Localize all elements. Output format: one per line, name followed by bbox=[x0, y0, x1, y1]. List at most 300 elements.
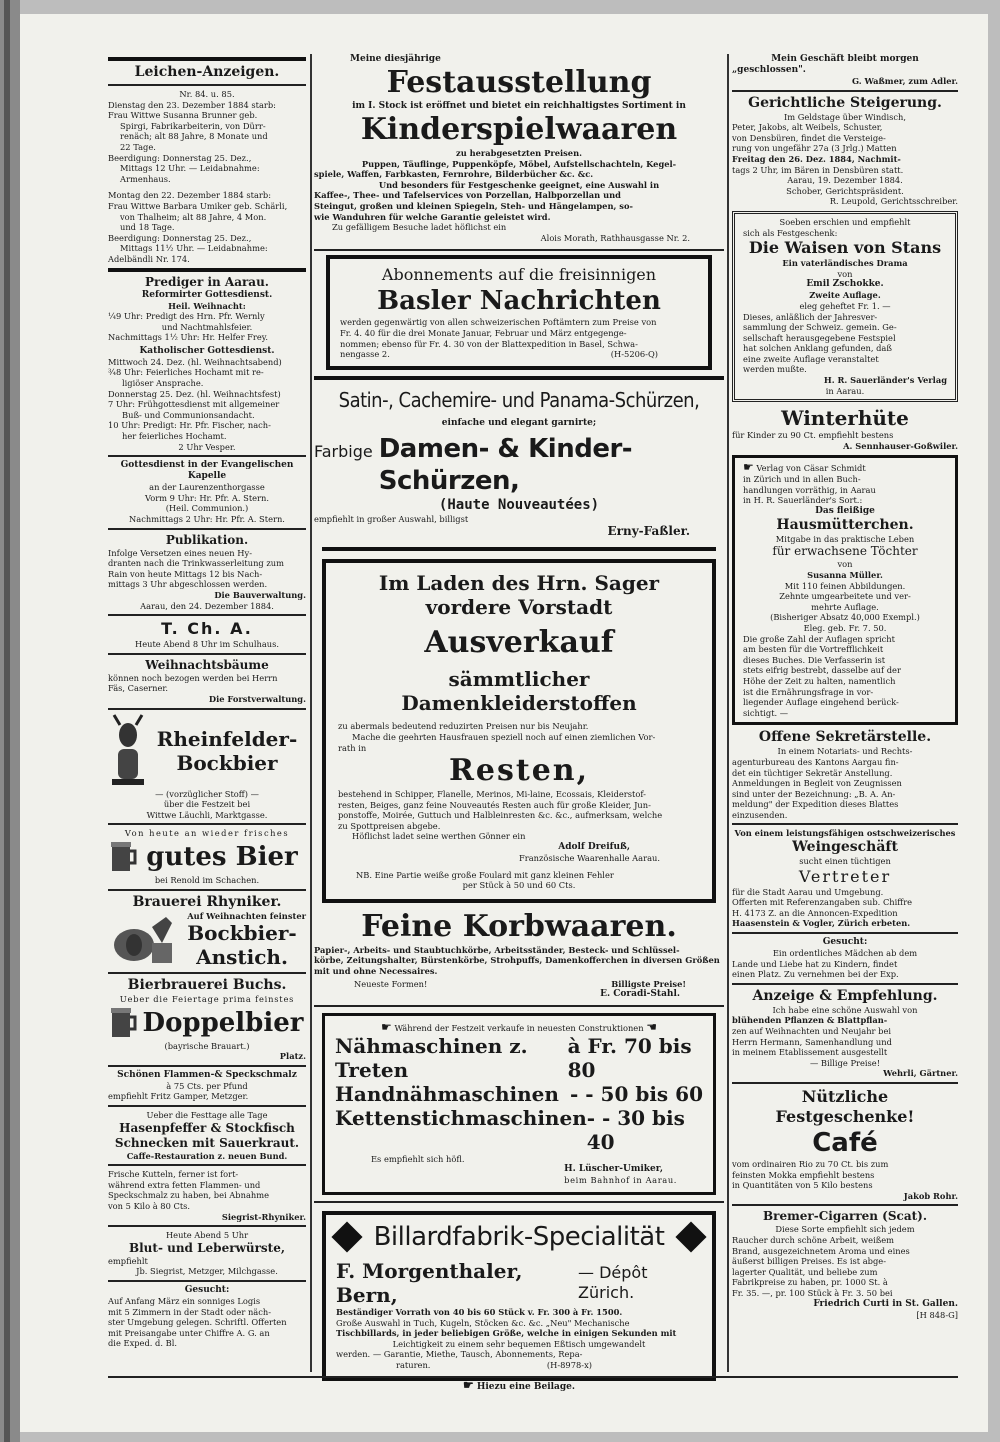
doppelbier-ad bbox=[108, 1005, 306, 1041]
rhein-line: — (vorzüglicher Stoff) — bbox=[155, 788, 259, 799]
bremer-line: Fabrikpreise zu haben, pr. 1000 St. à bbox=[732, 1277, 888, 1288]
billard-line: Beständiger Vorrath von 40 bis 60 Stück v. Fr. 300 à Fr. 1500. bbox=[336, 1307, 623, 1317]
divider bbox=[732, 90, 958, 92]
haus-line: liegender Auflage eingehend berück- bbox=[743, 697, 899, 708]
satin-title: Satin-, Cachemire- und Panama-Schürzen, bbox=[338, 387, 700, 412]
divider bbox=[732, 983, 958, 985]
wein-pre: Von einem leistungsfähigen ostschweizerisches bbox=[734, 828, 956, 839]
zschokke: Emil Zschokke. bbox=[806, 279, 884, 290]
gericht-line: Peter, Jakobs, alt Weibels, Schuster, bbox=[732, 122, 883, 133]
hand-pointer-right-icon: ☛ bbox=[462, 1378, 474, 1392]
kath-title: Katholischer Gottesdienst. bbox=[139, 345, 275, 356]
leichen-line: Spirgi, Fabrikarbeiterin, von Dürr- bbox=[120, 120, 266, 131]
rhein-line: über die Festzeit bei bbox=[163, 799, 251, 810]
erny-fassler: Erny-Faßler. bbox=[607, 524, 690, 539]
publik-line: Infolge Versetzen eines neuen Hy- bbox=[108, 547, 252, 558]
abo-body bbox=[340, 317, 698, 359]
sekr-body bbox=[732, 746, 958, 820]
billard-box bbox=[322, 1211, 716, 1381]
gericht-title: Gerichtliche Steigerung. bbox=[748, 94, 942, 111]
haus-line: am besten für die Vortrefflichkeit bbox=[743, 644, 884, 655]
haus-line: Höhe der Zeit zu halten, namentlich bbox=[743, 675, 896, 686]
publik-line: dranten nach die Trinkwasserleitung zum bbox=[108, 558, 284, 569]
page-edge-left bbox=[0, 0, 20, 1442]
nuetzliche-title: Nützliche Festgeschenke! bbox=[775, 1086, 915, 1126]
buchs-sub: Ueber die Feiertage prima feinstes bbox=[119, 994, 295, 1005]
gericht-line: Im Geldstage über Windisch, bbox=[783, 111, 907, 122]
fest-pre: Meine diesjährige bbox=[350, 54, 441, 64]
waisen-line: hat solchen Anklang gefunden, daß bbox=[743, 343, 892, 354]
kinder-line: wie Wanduhren für welche Garantie geleistet wird. bbox=[314, 211, 551, 222]
coradi-stahl: E. Coradi-Stahl. bbox=[600, 989, 680, 1000]
laden-title: Im Laden des Hrn. Sager vordere Vorstadt bbox=[378, 571, 660, 620]
gericht-line: Schober, Gerichtspräsident. bbox=[786, 185, 904, 196]
bau-date: Aarau, den 24. Dezember 1884. bbox=[140, 600, 274, 611]
cafe-line: feinsten Mokka empfiehlt bestens bbox=[732, 1169, 875, 1180]
anzeige-line: — Billige Preise! bbox=[809, 1057, 881, 1068]
wassmer: G. Waßmer, zum Adler. bbox=[851, 76, 958, 86]
footer-beilage bbox=[314, 1380, 724, 1393]
leichen-body bbox=[108, 100, 306, 265]
rheinfelder-title: Rheinfelder- bbox=[156, 726, 298, 751]
evang-line: (Heil. Communion.) bbox=[165, 503, 249, 514]
gericht-body bbox=[732, 112, 958, 207]
gericht-line: rung von ungefähr 27a (3 Jrlg.) Matten bbox=[732, 143, 897, 154]
leichen-nr: Nr. 84. u. 85. bbox=[179, 89, 235, 99]
footer-rule bbox=[108, 1376, 958, 1378]
tch-line: Heute Abend 8 Uhr im Schulhaus. bbox=[134, 639, 280, 650]
waisen-von: von bbox=[837, 268, 853, 279]
resten-line: resten, Beiges, ganz feine Nouveautés Resten auch für große Kleider, Jun- bbox=[338, 799, 651, 810]
bremer-line: Raucher durch schöne Arbeit, weißem bbox=[732, 1234, 895, 1245]
flammen-body bbox=[108, 1081, 306, 1102]
wassmer-line: Mein Geschäft bleibt morgen bbox=[771, 54, 919, 64]
winterhuete-title: Winterhüte bbox=[781, 406, 909, 431]
divider bbox=[732, 1204, 958, 1206]
divider bbox=[108, 653, 306, 655]
haus-line: ist die Ernährungsfrage in vor- bbox=[743, 686, 874, 697]
heil-weihnacht: Heil. Weihnacht: bbox=[168, 300, 246, 311]
rheinfelder-ad bbox=[108, 713, 306, 789]
gericht-line: R. Leupold, Gerichtsschreiber. bbox=[829, 196, 958, 207]
kutteln-line: Frische Kutteln, ferner ist fort- bbox=[108, 1169, 239, 1180]
kinder-body bbox=[314, 159, 724, 223]
neueste-formen: Neueste Formen! bbox=[354, 978, 428, 989]
divider bbox=[108, 1280, 306, 1282]
wehrli: Wehrli, Gärtner. bbox=[883, 1068, 958, 1079]
hand-pointer-left-icon: ☚ bbox=[646, 1020, 657, 1035]
vertreter-title: Vertreter bbox=[798, 866, 892, 886]
rhein-line: Wittwe Läuchli, Marktgasse. bbox=[146, 809, 268, 820]
waisen-title: Die Waisen von Stans bbox=[748, 238, 942, 258]
naeh-name: Kettenstichmaschinen bbox=[335, 1105, 587, 1130]
damen-schuerzen: Damen- & Kinder-Schürzen, bbox=[378, 433, 633, 496]
leichen-line: Adelbändli Nr. 174. bbox=[108, 253, 190, 264]
rhyniker-anstich: Anstich. bbox=[196, 945, 288, 970]
saemmtlicher-title: sämmtlicher Damenkleiderstoffen bbox=[401, 667, 637, 716]
weihn-body bbox=[108, 673, 306, 694]
einfache: einfache und elegant garnirte; bbox=[441, 417, 597, 428]
column-left bbox=[108, 54, 306, 1349]
billard-header bbox=[336, 1221, 702, 1253]
depot-zuerich: — Dépôt Zürich. bbox=[578, 1263, 648, 1302]
evang-line: Vorm 9 Uhr: Hr. Pfr. A. Stern. bbox=[144, 492, 270, 503]
evang-title: Gottesdienst in der Evangelischen Kapelle bbox=[120, 460, 294, 482]
beilage-text: Hiezu eine Beilage. bbox=[476, 1382, 576, 1392]
billard-code: (H-8978-x) bbox=[546, 1359, 592, 1370]
divider bbox=[108, 614, 306, 616]
forstverwaltung: Die Forstverwaltung. bbox=[208, 693, 306, 704]
abo-line bbox=[340, 349, 698, 360]
siegrist-rhyniker: Siegrist-Rhyniker. bbox=[221, 1211, 306, 1222]
kutteln-body bbox=[108, 1169, 306, 1211]
naeh-price: - - 30 bis 40 bbox=[586, 1105, 685, 1154]
billard-line: Leichtigkeit zu einem sehr bequemen Eßtisch umgewandelt bbox=[392, 1338, 646, 1349]
weihn-line: können noch bezogen werden bei Herrn bbox=[108, 672, 278, 683]
resten-line: bestehend in Schipper, Flanelle, Merinos, Mi-laine, Ecossais, Kleiderstof- bbox=[338, 789, 646, 800]
gericht-line: tags 2 Uhr, im Bären in Densbüren statt. bbox=[732, 164, 904, 175]
page-spine-shadow bbox=[4, 0, 10, 1442]
kath-line: Buß- und Communionsandacht. bbox=[122, 409, 255, 420]
naeh-row bbox=[335, 1082, 703, 1106]
schmidt-line: in H. R. Sauerländer's Sort.: bbox=[743, 495, 863, 506]
publik-title: Publikation. bbox=[165, 532, 249, 547]
abo-code: (H-5206-Q) bbox=[610, 349, 658, 360]
kath-body bbox=[108, 357, 306, 452]
korb-footer bbox=[314, 977, 724, 990]
leichen-line: von Thalheim; alt 88 Jahre, 4 Mon. bbox=[120, 211, 267, 222]
blut-line: Jb. Siegrist, Metzger, Milchgasse. bbox=[136, 1266, 278, 1277]
leichen-line: Dienstag den 23. Dezember 1884 starb: bbox=[108, 99, 276, 110]
waisen-line: werden mußte. bbox=[743, 364, 807, 375]
anzeige-line: Ich habe eine schöne Auswahl von bbox=[772, 1004, 918, 1015]
publik-line: Rain von heute Mittags 12 bis Nach- bbox=[108, 568, 263, 579]
bahnhof: beim Bahnhof in Aarau. bbox=[564, 1175, 677, 1186]
festgeschenk: sich als Festgeschenk: bbox=[743, 227, 838, 238]
divider bbox=[108, 1105, 306, 1107]
buchs-title: Bierbrauerei Buchs. bbox=[127, 977, 287, 994]
kath-line: 2 Uhr Vesper. bbox=[178, 441, 236, 452]
billard-line bbox=[336, 1360, 702, 1371]
leichen-line: Beerdigung: Donnerstag 25. Dez., bbox=[108, 232, 252, 243]
bayrisch: (bayrische Brauart.) bbox=[164, 1040, 250, 1051]
haus-line: (Bisheriger Absatz 40,000 Exempl.) bbox=[770, 612, 920, 623]
aus-line: rath in bbox=[338, 742, 367, 753]
kutteln-line: von 5 Kilo à 80 Cts. bbox=[108, 1201, 191, 1212]
nb-line: per Stück à 50 und 60 Cts. bbox=[462, 880, 576, 891]
schuerzen-row bbox=[314, 433, 724, 497]
weihnachtsbaeume-title: Weihnachtsbäume bbox=[145, 657, 269, 672]
warenhalle: Französische Waarenhalle Aarau. bbox=[519, 853, 660, 864]
abo-title: Abonnements auf die freisinnigen bbox=[381, 265, 657, 285]
divider bbox=[108, 1065, 306, 1067]
billard-body bbox=[336, 1307, 702, 1371]
evang-line: an der Laurenzenthorgasse bbox=[149, 482, 265, 493]
column-middle bbox=[314, 54, 724, 1381]
haus-line: Eleg. geb. Fr. 7. 50. bbox=[803, 622, 887, 633]
ref-line: und Nachtmahlsfeier. bbox=[161, 321, 253, 332]
rhyniker-ad bbox=[108, 911, 306, 970]
beer-mug-illustration bbox=[108, 839, 138, 875]
leichen-line: 22 Tage. bbox=[120, 141, 156, 152]
sennhauser: A. Sennhauser-Goßwiler. bbox=[843, 440, 958, 451]
prediger-title: Prediger in Aarau. bbox=[144, 274, 269, 289]
waisen-box bbox=[732, 211, 958, 402]
divider bbox=[108, 528, 306, 530]
billige-preise: Billigste Preise! bbox=[611, 978, 686, 989]
sekr-line: Anmeldungen in Begleit von Zeugnissen bbox=[732, 778, 902, 789]
hausmuetterchen-title: Hausmütterchen. bbox=[776, 516, 914, 533]
gesucht-line: ster Umgebung gelegen. Schriftl. Offerten bbox=[108, 1317, 287, 1328]
evang-body bbox=[108, 482, 306, 524]
ausverkauf-box bbox=[322, 559, 716, 903]
haus-body bbox=[743, 581, 947, 719]
kinder-line: Kaffee-, Thee- und Tafelservices von Porzellan, Halbporzellan und bbox=[314, 190, 621, 201]
hand-pointer-right-icon: ☛ bbox=[743, 460, 754, 475]
kath-line: her feierliches Hochamt. bbox=[122, 431, 227, 442]
sekr-line: einzusenden. bbox=[732, 809, 788, 820]
evang-line: Nachmittags 2 Uhr: Hr. Pfr. A. Stern. bbox=[129, 514, 285, 524]
haus-line: Zehnte umgearbeitete und ver- bbox=[779, 591, 911, 602]
divider bbox=[314, 1201, 724, 1203]
tch-title: T. Ch. A. bbox=[161, 619, 253, 639]
flammen-line: empfiehlt Fritz Gamper, Metzger. bbox=[108, 1091, 249, 1102]
wassmer-line: „geschlossen". bbox=[732, 65, 806, 75]
fest-line: im I. Stock ist eröffnet und bietet ein reichhaltigstes Sortiment in bbox=[352, 101, 686, 111]
leichen-line: Frau Wittwe Barbara Umiker geb. Schärli, bbox=[108, 200, 288, 211]
caffe-restauration: Caffe-Restauration z. neuen Bund. bbox=[126, 1150, 288, 1161]
cafe-body bbox=[732, 1159, 958, 1191]
anzeige-line: zen auf Weihnachten und Neujahr bei bbox=[732, 1026, 892, 1036]
divider bbox=[108, 708, 306, 710]
waisen-line: sellschaft herausgegebene Festspiel bbox=[743, 332, 896, 343]
blut-body bbox=[108, 1256, 306, 1277]
haus-line: Die große Zahl der Auflagen spricht bbox=[743, 633, 895, 644]
gesucht2-line: einen Platz. Zu vernehmen bei der Exp. bbox=[732, 969, 899, 980]
sekr-line: sind unter der Bezeichnung: „B. A. An- bbox=[732, 788, 896, 799]
curti: Friedrich Curti in St. Gallen. bbox=[813, 1298, 958, 1309]
gericht-line: Freitag den 26. Dez. 1884, Nachmit- bbox=[732, 153, 901, 164]
billard-title: Billardfabrik-Specialität bbox=[373, 1222, 665, 1252]
gesucht-title: Gesucht: bbox=[184, 1285, 230, 1295]
haus-line: Mit 110 feinen Abbildungen. bbox=[784, 580, 906, 591]
sekr-line: agenturbureau des Kantons Aargau fin- bbox=[732, 756, 899, 767]
blut-pre: Heute Abend 5 Uhr bbox=[165, 1230, 249, 1241]
blut-title: Blut- und Leberwürste, bbox=[128, 1240, 286, 1255]
gesucht-line: Auf Anfang März ein sonniges Logis bbox=[108, 1296, 261, 1306]
sekr-line: meldung" der Expedition dieses Blattes bbox=[732, 799, 899, 810]
naeh-pre-row bbox=[335, 1022, 703, 1034]
kath-line: ¾8 Uhr: Feierliches Hochamt mit re- bbox=[108, 367, 264, 378]
leichen-line: und 18 Tage. bbox=[120, 222, 175, 233]
luescher: H. Lüscher-Umiker, bbox=[564, 1164, 663, 1175]
leichen-line: Montag den 22. Dezember 1884 starb: bbox=[108, 190, 271, 201]
divider bbox=[108, 57, 306, 61]
rhein-body bbox=[108, 789, 306, 821]
aus-line: Mache die geehrten Hausfrauen speziell noch auf einen ziemlichen Vor- bbox=[352, 731, 656, 742]
publik-line: mittags 3 Uhr abgeschlossen werden. bbox=[108, 579, 268, 590]
nb-body bbox=[338, 870, 700, 891]
column-right bbox=[732, 54, 958, 1320]
naeh-row bbox=[335, 1106, 703, 1154]
toechter: für erwachsene Töchter bbox=[772, 544, 918, 559]
kinder-line: Puppen, Täuflinge, Puppenköpfe, Möbel, Aufstellschachteln, Kegel- bbox=[361, 158, 677, 169]
vert-line: für die Stadt Aarau und Umgebung. bbox=[732, 886, 884, 897]
schmidt-line bbox=[743, 462, 947, 474]
rhyniker-bockbier: Bockbier- bbox=[187, 921, 297, 946]
gesucht2-title: Gesucht: bbox=[822, 937, 868, 948]
leichen-line: Mittags 11½ Uhr. — Leidabnahme: bbox=[120, 243, 268, 254]
divider bbox=[108, 823, 306, 825]
abo-line: werden gegenwärtig von allen schweizerischen Poftämtern zum Preise von bbox=[340, 317, 657, 328]
naeh-name: Nähmaschinen z. Treten bbox=[335, 1033, 528, 1082]
divider bbox=[108, 455, 306, 457]
blut-line: empfiehlt bbox=[108, 1255, 148, 1266]
hasen-pre: Ueber die Festtage alle Tage bbox=[146, 1110, 268, 1121]
kinder-line: spiele, Waffen, Farbkasten, Fernrohre, Bilderbücher &c. &c. bbox=[314, 169, 594, 180]
kinderspielwaaren-title: Kinderspielwaaren bbox=[360, 112, 678, 147]
hand-pointer-right-icon: ☛ bbox=[381, 1020, 392, 1035]
divider bbox=[732, 1082, 958, 1084]
vert-line: Haasenstein & Vogler, Zürich erbeten. bbox=[732, 918, 911, 929]
divider bbox=[108, 84, 306, 86]
abo-line-end: nengasse 2. bbox=[340, 349, 390, 360]
ref-line: ¼9 Uhr: Predigt des Hrn. Pfr. Wernly bbox=[108, 311, 265, 322]
hasen-sub: Schnecken mit Sauerkraut. bbox=[114, 1135, 300, 1150]
waisen-line: Dieses, anläßlich der Jahresver- bbox=[743, 311, 878, 322]
besuche: Zu gefälligem Besuche ladet höflichst ein bbox=[332, 222, 507, 233]
zweite-auflage: Zweite Auflage. bbox=[809, 290, 881, 301]
divider bbox=[108, 972, 306, 974]
schmidt-line: handlungen vorräthig, in Aarau bbox=[743, 484, 876, 495]
gericht-line: von Densbüren, findet die Versteige- bbox=[732, 132, 886, 143]
leichen-line: Beerdigung: Donnerstag 25. Dez., bbox=[108, 152, 252, 163]
gutes-bier-ad bbox=[108, 839, 306, 875]
mitgabe: Mitgabe in das praktische Leben bbox=[775, 533, 915, 544]
basler-title: Basler Nachrichten bbox=[377, 286, 661, 317]
naeh-row bbox=[335, 1034, 703, 1082]
leichen-line: Armenhaus. bbox=[120, 173, 171, 184]
ref-title: Reformirter Gottesdienst. bbox=[141, 289, 273, 300]
susanna-von: von bbox=[837, 559, 853, 570]
ausverkauf-title: Ausverkauf bbox=[424, 625, 614, 661]
haute-nouveautees: (Haute Nouveautées) bbox=[438, 496, 600, 513]
waisen-line: eleg geheftet Fr. 1. — bbox=[799, 300, 891, 311]
gesucht2-body bbox=[732, 948, 958, 980]
sekr-line: In einem Notariats- und Rechts- bbox=[777, 746, 913, 757]
resten-line: zu Spottpreisen abgebe. bbox=[338, 820, 441, 831]
morgenthaler: F. Morgenthaler, Bern, bbox=[336, 1259, 523, 1307]
platz: Platz. bbox=[279, 1051, 306, 1062]
sekr-line: det ein tüchtiger Sekretär Anstellung. bbox=[732, 767, 893, 778]
divider bbox=[108, 268, 306, 272]
naehmaschinen-box bbox=[322, 1013, 716, 1195]
anzeige-body bbox=[732, 1005, 958, 1069]
divider bbox=[732, 823, 958, 825]
wassmer-body bbox=[732, 54, 958, 76]
korbwaaren-title: Feine Korbwaaren. bbox=[361, 908, 677, 944]
bremer-line: Fr. 35. —, pr. 100 Stück à Fr. 3. 50 bei bbox=[732, 1287, 893, 1298]
preisen: zu herabgesetzten Preisen. bbox=[455, 148, 582, 158]
gesucht-line: die Exped. d. Bl. bbox=[108, 1338, 178, 1349]
waisen-line: eine zweite Auflage veranstaltet bbox=[743, 353, 879, 364]
morath: Alois Morath, Rathhausgasse Nr. 2. bbox=[540, 232, 690, 243]
gesucht2-line: Lande und Liebe hat zu Kindern, findet bbox=[732, 958, 898, 969]
bremer-body bbox=[732, 1224, 958, 1298]
column-rule-2 bbox=[727, 54, 729, 1372]
divider bbox=[314, 1005, 724, 1007]
haus-line: sichtigt. — bbox=[743, 707, 789, 718]
weihn-line: Fäs, Caserner. bbox=[108, 683, 169, 694]
haus-line: dieses Buches. Die Verfasserin ist bbox=[743, 654, 886, 665]
resten-title: Resten, bbox=[448, 753, 590, 789]
schmidt-line: in Zürich und in allen Buch- bbox=[743, 474, 861, 485]
schmidt-body bbox=[743, 462, 947, 505]
cafe-line: vom ordinairen Rio zu 70 Ct. bis zum bbox=[732, 1158, 889, 1169]
leichen-line: Frau Wittwe Susanna Brunner geb. bbox=[108, 110, 258, 121]
divider bbox=[314, 249, 724, 251]
ref-line: Nachmittags 1½ Uhr: Hr. Helfer Frey. bbox=[108, 332, 269, 343]
kutteln-line: Speckschmalz zu haben, bei Abnahme bbox=[108, 1190, 270, 1201]
gericht-line: Aarau, 19. Dezember 1884. bbox=[787, 175, 903, 186]
korb-line: mit und ohne Necessaires. bbox=[314, 966, 438, 977]
hasen-title: Hasenpfeffer & Stockfisch bbox=[119, 1120, 295, 1135]
naeh-price: - - 50 bis 60 bbox=[570, 1081, 703, 1106]
leichen-line: Mittags 12 Uhr. — Leidabnahme: bbox=[120, 163, 260, 174]
bock-illustration bbox=[108, 713, 148, 789]
sekretaer-title: Offene Sekretärstelle. bbox=[758, 729, 932, 746]
ref-body bbox=[108, 311, 306, 343]
billard-line: Tischbillards, in jeder beliebigen Größe, welche in einigen Sekunden mit bbox=[336, 1328, 677, 1339]
naeh-name: Handnähmaschinen bbox=[335, 1081, 559, 1106]
aus-line: zu abermals bedeutend reduzirten Preisen nur bis Neujahr. bbox=[338, 721, 589, 732]
resten-line: Höflichst ladet seine werthen Gönner ein bbox=[352, 831, 526, 842]
doppelbier-title: Doppelbier bbox=[142, 1007, 304, 1038]
in-aarau: in Aarau. bbox=[825, 385, 865, 396]
anzeige-title: Anzeige & Empfehlung. bbox=[752, 987, 938, 1004]
rhyniker-title: Brauerei Rhyniker. bbox=[132, 893, 282, 910]
gesucht-line: mit 5 Zimmern in der Stadt oder näch- bbox=[108, 1306, 272, 1317]
gutes-bier-title: gutes Bier bbox=[146, 841, 298, 872]
drama: Ein vaterländisches Drama bbox=[782, 258, 908, 269]
soeben: Soeben erschien und empfiehlt bbox=[779, 216, 911, 227]
waisen-body bbox=[743, 301, 947, 375]
dreifuss: Adolf Dreifuß, bbox=[558, 842, 630, 853]
anzeige-line: blühenden Pflanzen & Blattpflan- bbox=[732, 1015, 888, 1026]
kath-line: 10 Uhr: Predigt: Hr. Pfr. Fischer, nach- bbox=[108, 420, 271, 431]
nb-line: NB. Eine Partie weiße große Foulard mit ganz kleinen Fehler bbox=[356, 869, 614, 880]
aus-body bbox=[338, 721, 700, 753]
beer-mug-illustration bbox=[108, 1005, 140, 1041]
naeh-price: à Fr. 70 bis 80 bbox=[567, 1033, 692, 1082]
kath-line: Donnerstag 25. Dez. (hl. Weihnachtsfest) bbox=[108, 388, 281, 399]
leichen-line: renäch; alt 88 Jahre, 8 Monate und bbox=[120, 131, 268, 142]
kath-line: Mittwoch 24. Dez. (hl. Weihnachtsabend) bbox=[108, 356, 282, 367]
korb-body bbox=[314, 945, 724, 977]
curti-code: [H 848-G] bbox=[916, 1309, 958, 1320]
korb-line: Papier-, Arbeits- und Staubtuchkörbe, Arbeitsständer, Besteck- und Schlüssel- bbox=[314, 944, 680, 955]
resten-line: ponstoffe, Moirée, Guttuch und Halbleinresten &c. &c., aufmerksam, welche bbox=[338, 810, 663, 821]
naeh-hoefl: Es empfiehlt sich höfl. bbox=[371, 1153, 465, 1164]
anzeige-line: Herrn Hermann, Samenhandlung und bbox=[732, 1036, 892, 1047]
divider bbox=[322, 547, 716, 551]
billard-sub bbox=[336, 1259, 702, 1307]
leichen-title: Leichen-Anzeigen. bbox=[134, 64, 280, 80]
bremer-line: Diese Sorte empfiehlt sich jedem bbox=[775, 1224, 915, 1235]
resten-body bbox=[338, 789, 700, 842]
billard-line: Große Auswahl in Tuch, Kugeln, Stöcken &c. &c. „Neu" Mechanische bbox=[336, 1317, 630, 1328]
barrel-illustration bbox=[108, 913, 178, 967]
